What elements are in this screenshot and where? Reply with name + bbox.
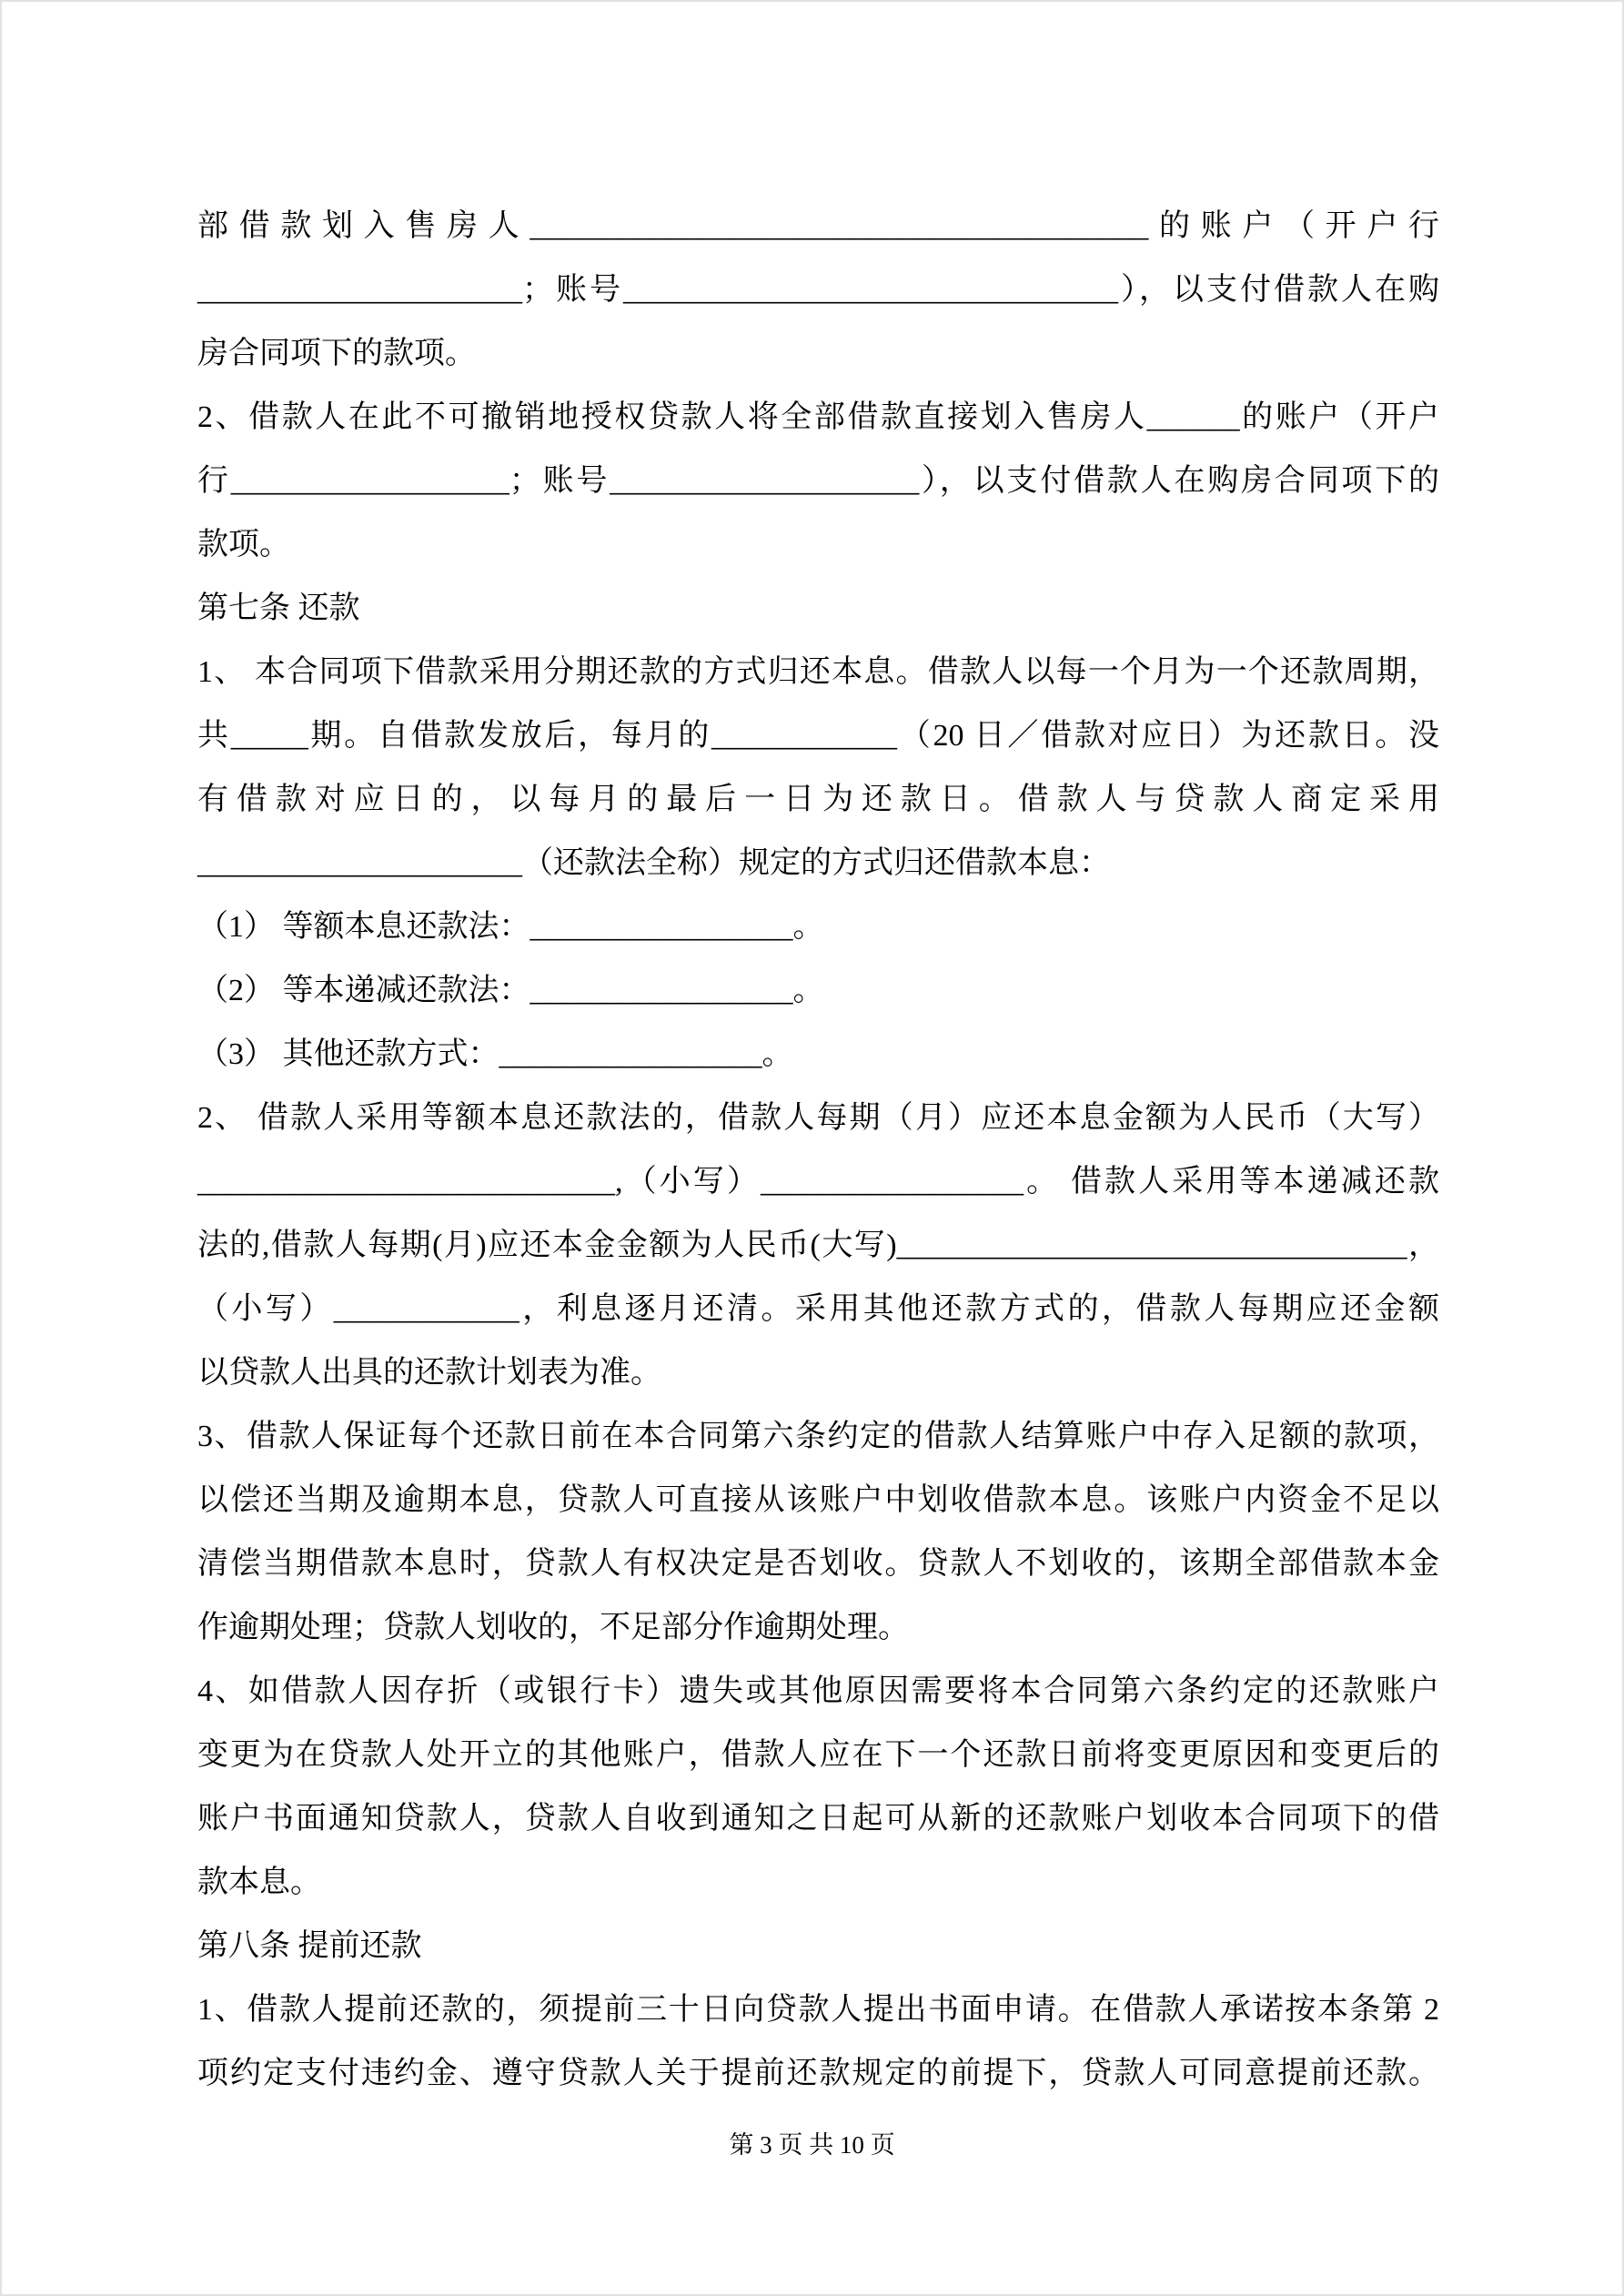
text-line: （3） 其他还款方式：_________________。 (197, 1037, 793, 1071)
text-line: 第七条 还款 (197, 592, 360, 625)
text-line: 以贷款人出具的还款计划表为准。 (197, 1356, 661, 1390)
text-line: 2、 借款人采用等额本息还款法的，借款人每期（月）应还本息金额为人民币（大写） (197, 1101, 1439, 1135)
text-line: 部借款划入售房人________________________________________的账户（开户行 (197, 209, 1439, 243)
text-line: 4、如借款人因存折（或银行卡）遗失或其他原因需要将本合同第六条约定的还款账户 (197, 1674, 1439, 1708)
text-line: 1、借款人提前还款的，须提前三十日向贷款人提出书面申请。在借款人承诺按本条第 2 (197, 1993, 1439, 2027)
page-footer: 第 3 页 共 10 页 (729, 2131, 895, 2159)
text-line: 1、 本合同项下借款采用分期还款的方式归还本息。借款人以每一个月为一个还款周期， (197, 655, 1439, 689)
text-line: 作逾期处理；贷款人划收的，不足部分作逾期处理。 (197, 1611, 909, 1644)
document-body (197, 195, 1439, 2106)
text-line: 行__________________；账号____________________），以支付借款人在购房合同项下的 (197, 464, 1439, 498)
text-line: 变更为在贷款人处开立的其他账户，借款人应在下一个还款日前将变更原因和变更后的 (197, 1738, 1439, 1772)
text-line: 有借款对应日的，以每月的最后一日为还款日。借款人与贷款人商定采用 (197, 783, 1439, 816)
text-line: （1） 等额本息还款法：_________________。 (197, 910, 824, 944)
text-line: _____________________；账号________________________________），以支付借款人在购 (197, 273, 1439, 307)
text-line: ___________________________,（小写）_________________。 借款人采用等本递减还款 (197, 1165, 1439, 1199)
text-line: 第八条 提前还款 (197, 1929, 422, 1963)
text-line: 账户书面通知贷款人，贷款人自收到通知之日起可从新的还款账户划收本合同项下的借 (197, 1802, 1439, 1836)
text-line: 项约定支付违约金、遵守贷款人关于提前还款规定的前提下，贷款人可同意提前还款。 (197, 2057, 1439, 2090)
text-line: 法的,借款人每期(月)应还本金金额为人民币(大写)_________________________________， (197, 1229, 1439, 1262)
text-line: 款本息。 (197, 1866, 321, 1899)
text-line: _____________________（还款法全称）规定的方式归还借款本息： (197, 846, 1110, 880)
text-line: （2） 等本递减还款法：_________________。 (197, 974, 824, 1007)
text-line: 房合同项下的款项。 (197, 337, 476, 370)
text-line: 清偿当期借款本息时，贷款人有权决定是否划收。贷款人不划收的，该期全部借款本金 (197, 1547, 1439, 1581)
text-line: 共_____期。自借款发放后，每月的____________（20 日／借款对应日）为还款日。没 (197, 719, 1439, 753)
text-line: 以偿还当期及逾期本息，贷款人可直接从该账户中划收借款本息。该账户内资金不足以 (197, 1483, 1439, 1517)
text-line: 2、借款人在此不可撤销地授权贷款人将全部借款直接划入售房人______的账户（开户 (197, 400, 1439, 434)
text-line: （小写）____________，利息逐月还清。采用其他还款方式的，借款人每期应还金额 (197, 1292, 1439, 1326)
text-line: 3、借款人保证每个还款日前在本合同第六条约定的借款人结算账户中存入足额的款项， (197, 1420, 1439, 1453)
text-line: 款项。 (197, 528, 290, 561)
